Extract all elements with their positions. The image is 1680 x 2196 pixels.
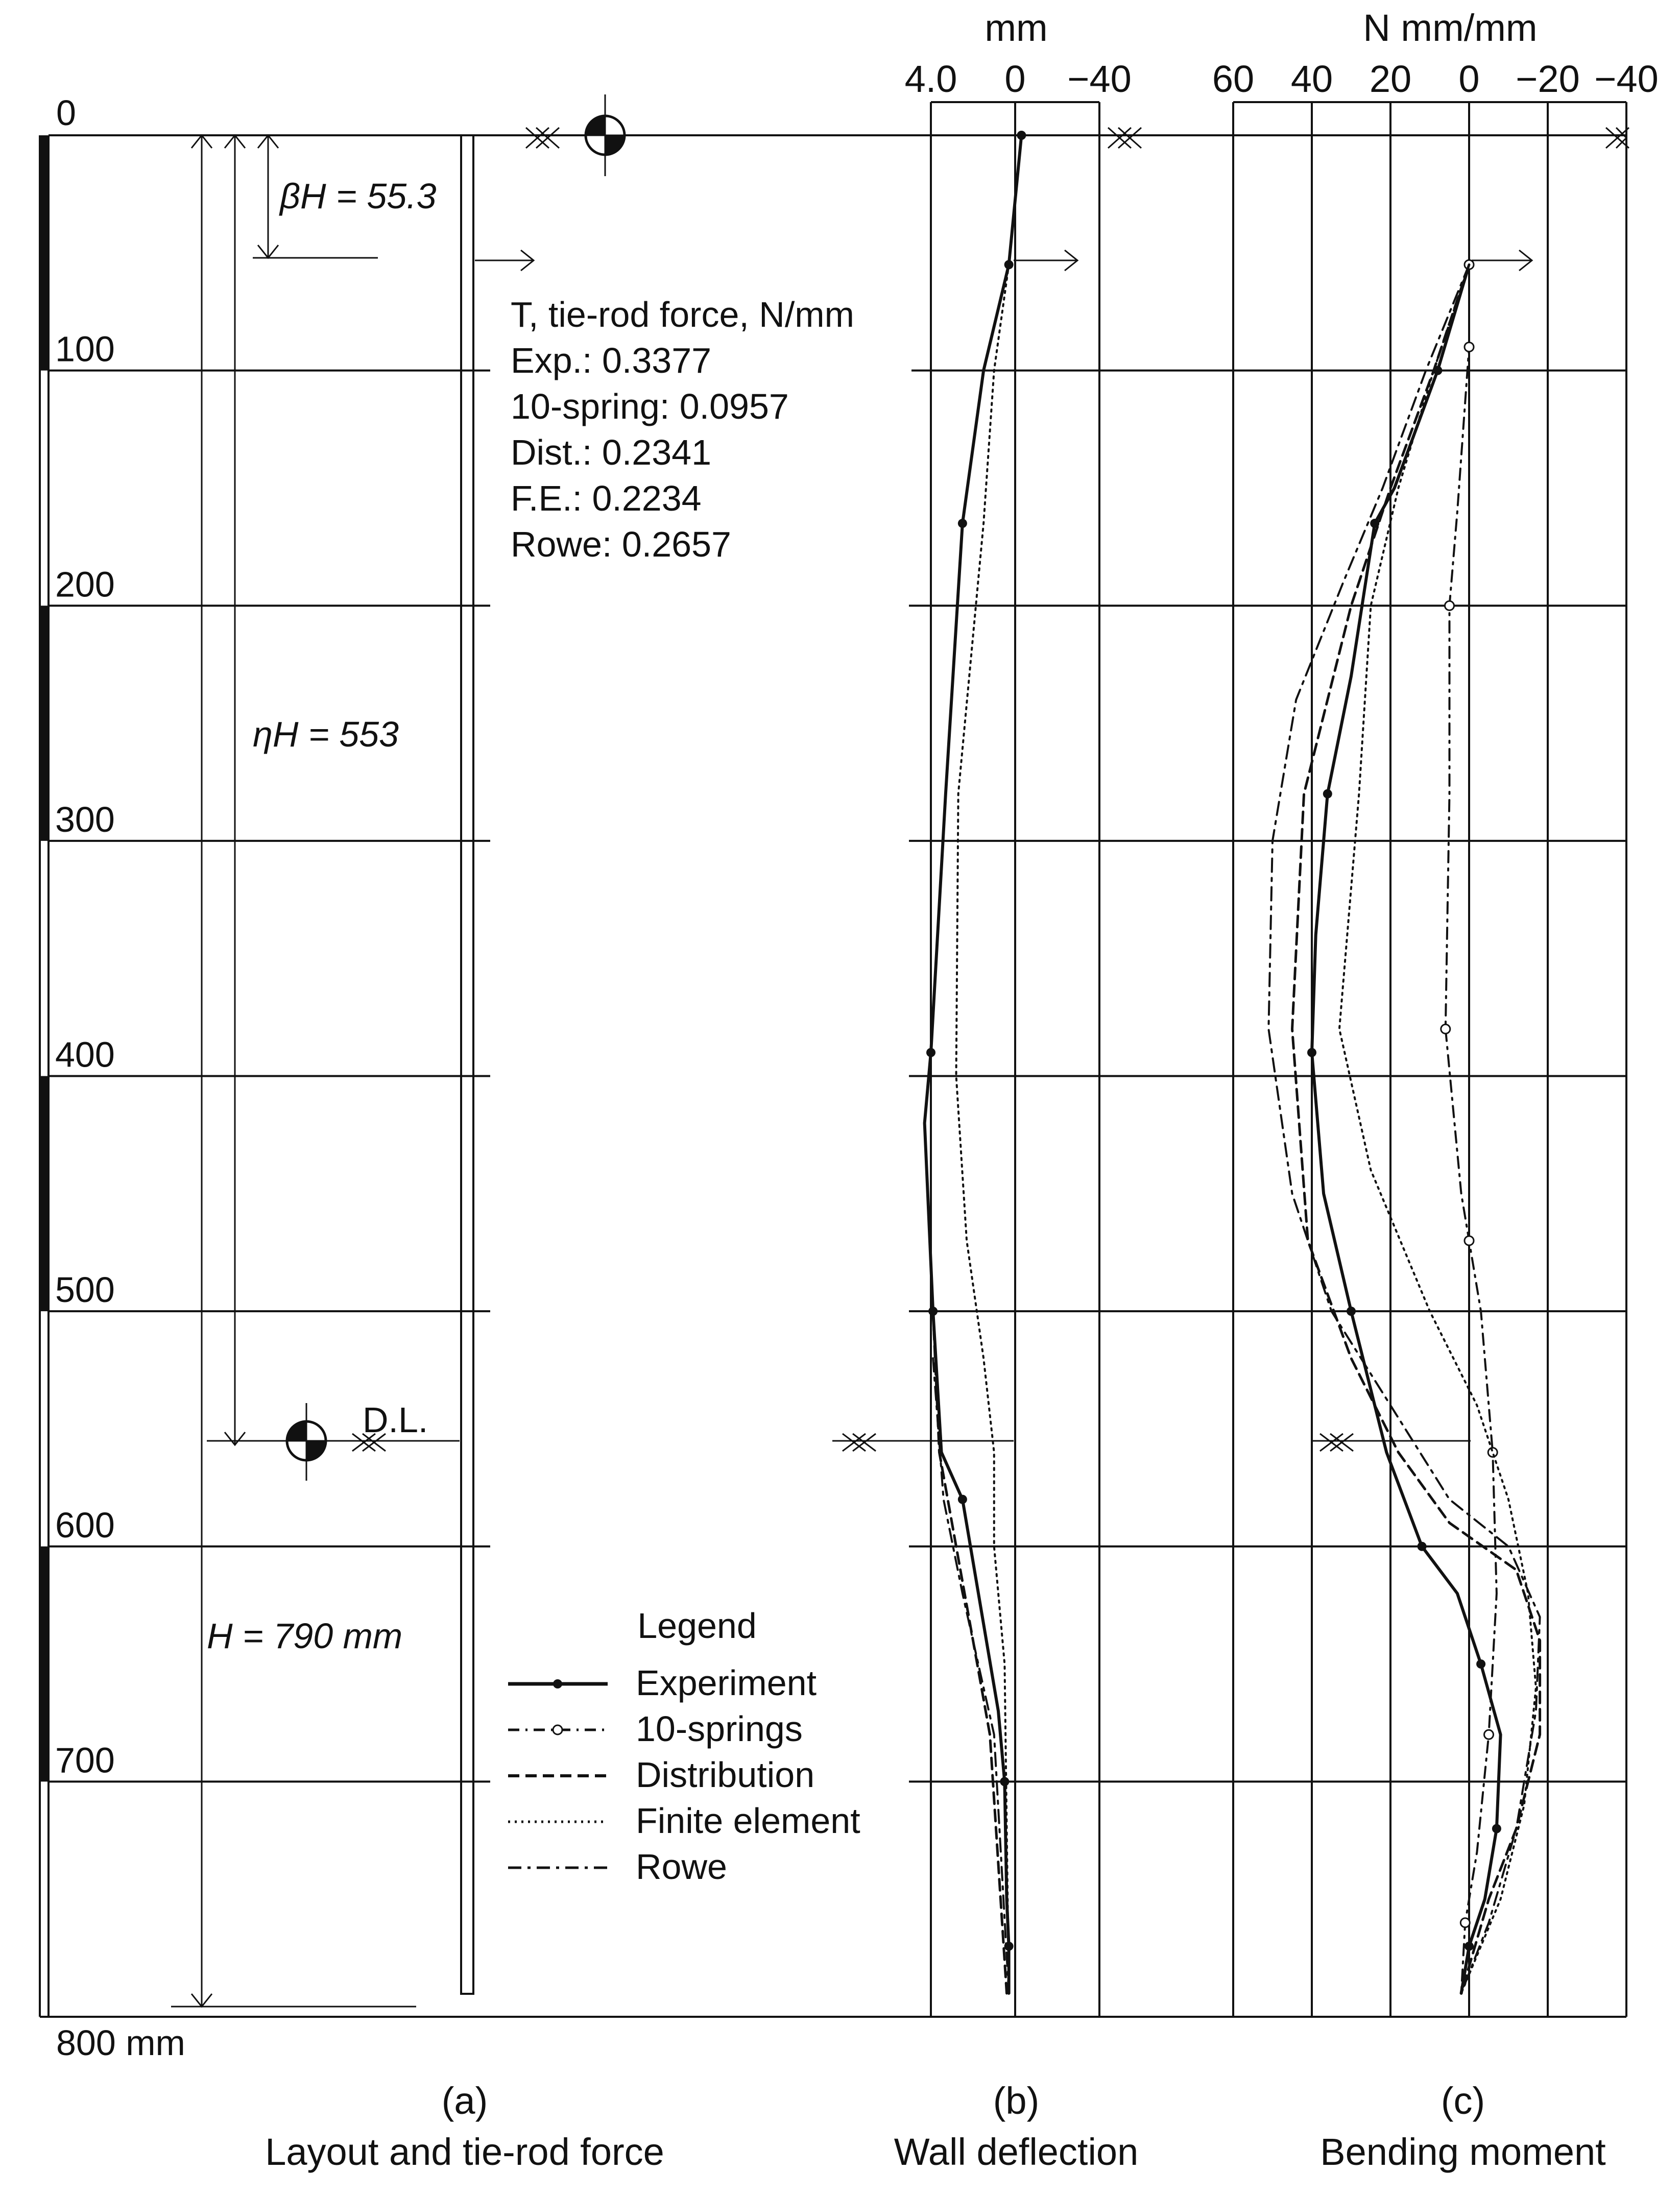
- depth-scale-bar: [40, 1547, 49, 1782]
- center-symbol-top: [574, 94, 636, 176]
- sheet-pile-wall: [461, 135, 473, 1994]
- data-point: [1307, 1048, 1316, 1057]
- panel-c-unit: N mm/mm: [1363, 7, 1538, 49]
- center-symbol-dredge: [278, 1403, 337, 1481]
- panel-a-caption: Layout and tie-rod force: [265, 2131, 664, 2173]
- panel-a-letter: (a): [441, 2080, 488, 2122]
- panel-c-series: [1268, 260, 1540, 1993]
- data-point: [958, 519, 967, 528]
- depth-scale-bar: [40, 135, 49, 371]
- tie-rod-force-block: [503, 294, 911, 564]
- data-point: [1476, 1659, 1485, 1669]
- panel-b-caption: Wall deflection: [894, 2131, 1139, 2173]
- data-point: [1441, 1024, 1450, 1033]
- x-tick-label: 0: [1458, 58, 1480, 100]
- data-point: [1484, 1730, 1494, 1739]
- x-tick-label: 4.0: [904, 58, 957, 100]
- legend-item-label: Rowe: [636, 1847, 727, 1887]
- data-point: [958, 1495, 967, 1504]
- data-point: [1465, 1236, 1474, 1245]
- legend-item-label: Distribution: [636, 1755, 815, 1795]
- depth-scale-bar: [40, 606, 49, 841]
- series-line-finite-element: [1339, 264, 1536, 1993]
- tie-rod-exp: Exp.: 0.3377: [511, 341, 712, 380]
- x-tick-label: 60: [1212, 58, 1255, 100]
- series-line-rowe: [933, 1358, 1009, 1993]
- data-point: [1323, 789, 1332, 799]
- data-point: [1460, 1918, 1470, 1927]
- x-tick-label: −40: [1067, 58, 1132, 100]
- series-line-distribution: [933, 1311, 1006, 1993]
- data-point: [1492, 1824, 1501, 1833]
- x-tick-label: −40: [1594, 58, 1659, 100]
- beta-h-label: βH = 55.3: [280, 176, 437, 216]
- legend-title: Legend: [637, 1606, 757, 1646]
- data-point: [1418, 1542, 1427, 1551]
- tie-rod-dist: Dist.: 0.2341: [511, 432, 711, 472]
- depth-tick-label: 600: [55, 1505, 115, 1545]
- series-line-experiment: [925, 135, 1022, 1993]
- legend-marker: [553, 1725, 562, 1734]
- panel-b-unit: mm: [985, 7, 1048, 49]
- depth-scale-bar: [40, 1076, 49, 1312]
- depth-tick-labels: [55, 93, 115, 1780]
- panel-b-letter: (b): [993, 2080, 1040, 2122]
- x-tick-label: 20: [1369, 58, 1412, 100]
- depth-tick-label: 400: [55, 1034, 115, 1075]
- panel-c-bending-moment: [1212, 7, 1659, 2173]
- legend-marker: [553, 1679, 562, 1688]
- dredge-level-label: D.L.: [363, 1400, 428, 1440]
- x-tick-label: 40: [1290, 58, 1333, 100]
- series-line-experiment: [1312, 264, 1501, 1993]
- data-point: [1465, 343, 1474, 352]
- ground-hatch-top: [521, 128, 567, 148]
- ground-hatch-b-dredge: [832, 1434, 1014, 1451]
- data-point: [1445, 601, 1454, 610]
- panel-c-caption: Bending moment: [1320, 2131, 1606, 2173]
- tie-rod-fe: F.E.: 0.2234: [511, 478, 702, 518]
- panel-b-axis: [905, 58, 1132, 2017]
- legend-item-label: 10-springs: [636, 1709, 803, 1749]
- ground-hatch-c-top: [1606, 128, 1629, 148]
- data-point: [1465, 1942, 1474, 1951]
- depth-scale-bars: [40, 135, 49, 1781]
- legend-item-label: Finite element: [636, 1801, 860, 1841]
- tie-rod-10-spring: 10-spring: 0.0957: [511, 387, 789, 426]
- panel-c-axis: [1212, 58, 1659, 2017]
- data-point: [1347, 1307, 1356, 1316]
- panel-c-letter: (c): [1441, 2080, 1485, 2122]
- depth-tick-label: 300: [55, 799, 115, 839]
- h-total-label: H = 790 mm: [207, 1616, 403, 1656]
- depth-tick-label: 0: [56, 93, 76, 133]
- legend: [500, 1593, 909, 1915]
- series-line-distribution: [1292, 264, 1540, 1993]
- data-point: [926, 1048, 935, 1057]
- depth-tick-label: 700: [55, 1740, 115, 1780]
- depth-tick-label: 200: [55, 564, 115, 605]
- eta-h-label: ηH = 553: [253, 714, 399, 754]
- tie-rod-rowe: Rowe: 0.2657: [511, 524, 731, 564]
- tie-rod-title: T, tie-rod force, N/mm: [511, 295, 854, 334]
- depth-tick-label: 500: [55, 1270, 115, 1310]
- data-point: [1000, 1777, 1009, 1786]
- legend-item-label: Experiment: [636, 1663, 817, 1703]
- x-tick-label: −20: [1516, 58, 1580, 100]
- data-point: [1017, 131, 1026, 140]
- depth-bottom-label: 800 mm: [56, 2023, 185, 2063]
- panel-b-series: [925, 131, 1026, 1993]
- depth-tick-label: 100: [55, 329, 115, 369]
- ground-hatch-b-top: [1103, 128, 1144, 148]
- x-tick-label: 0: [1004, 58, 1026, 100]
